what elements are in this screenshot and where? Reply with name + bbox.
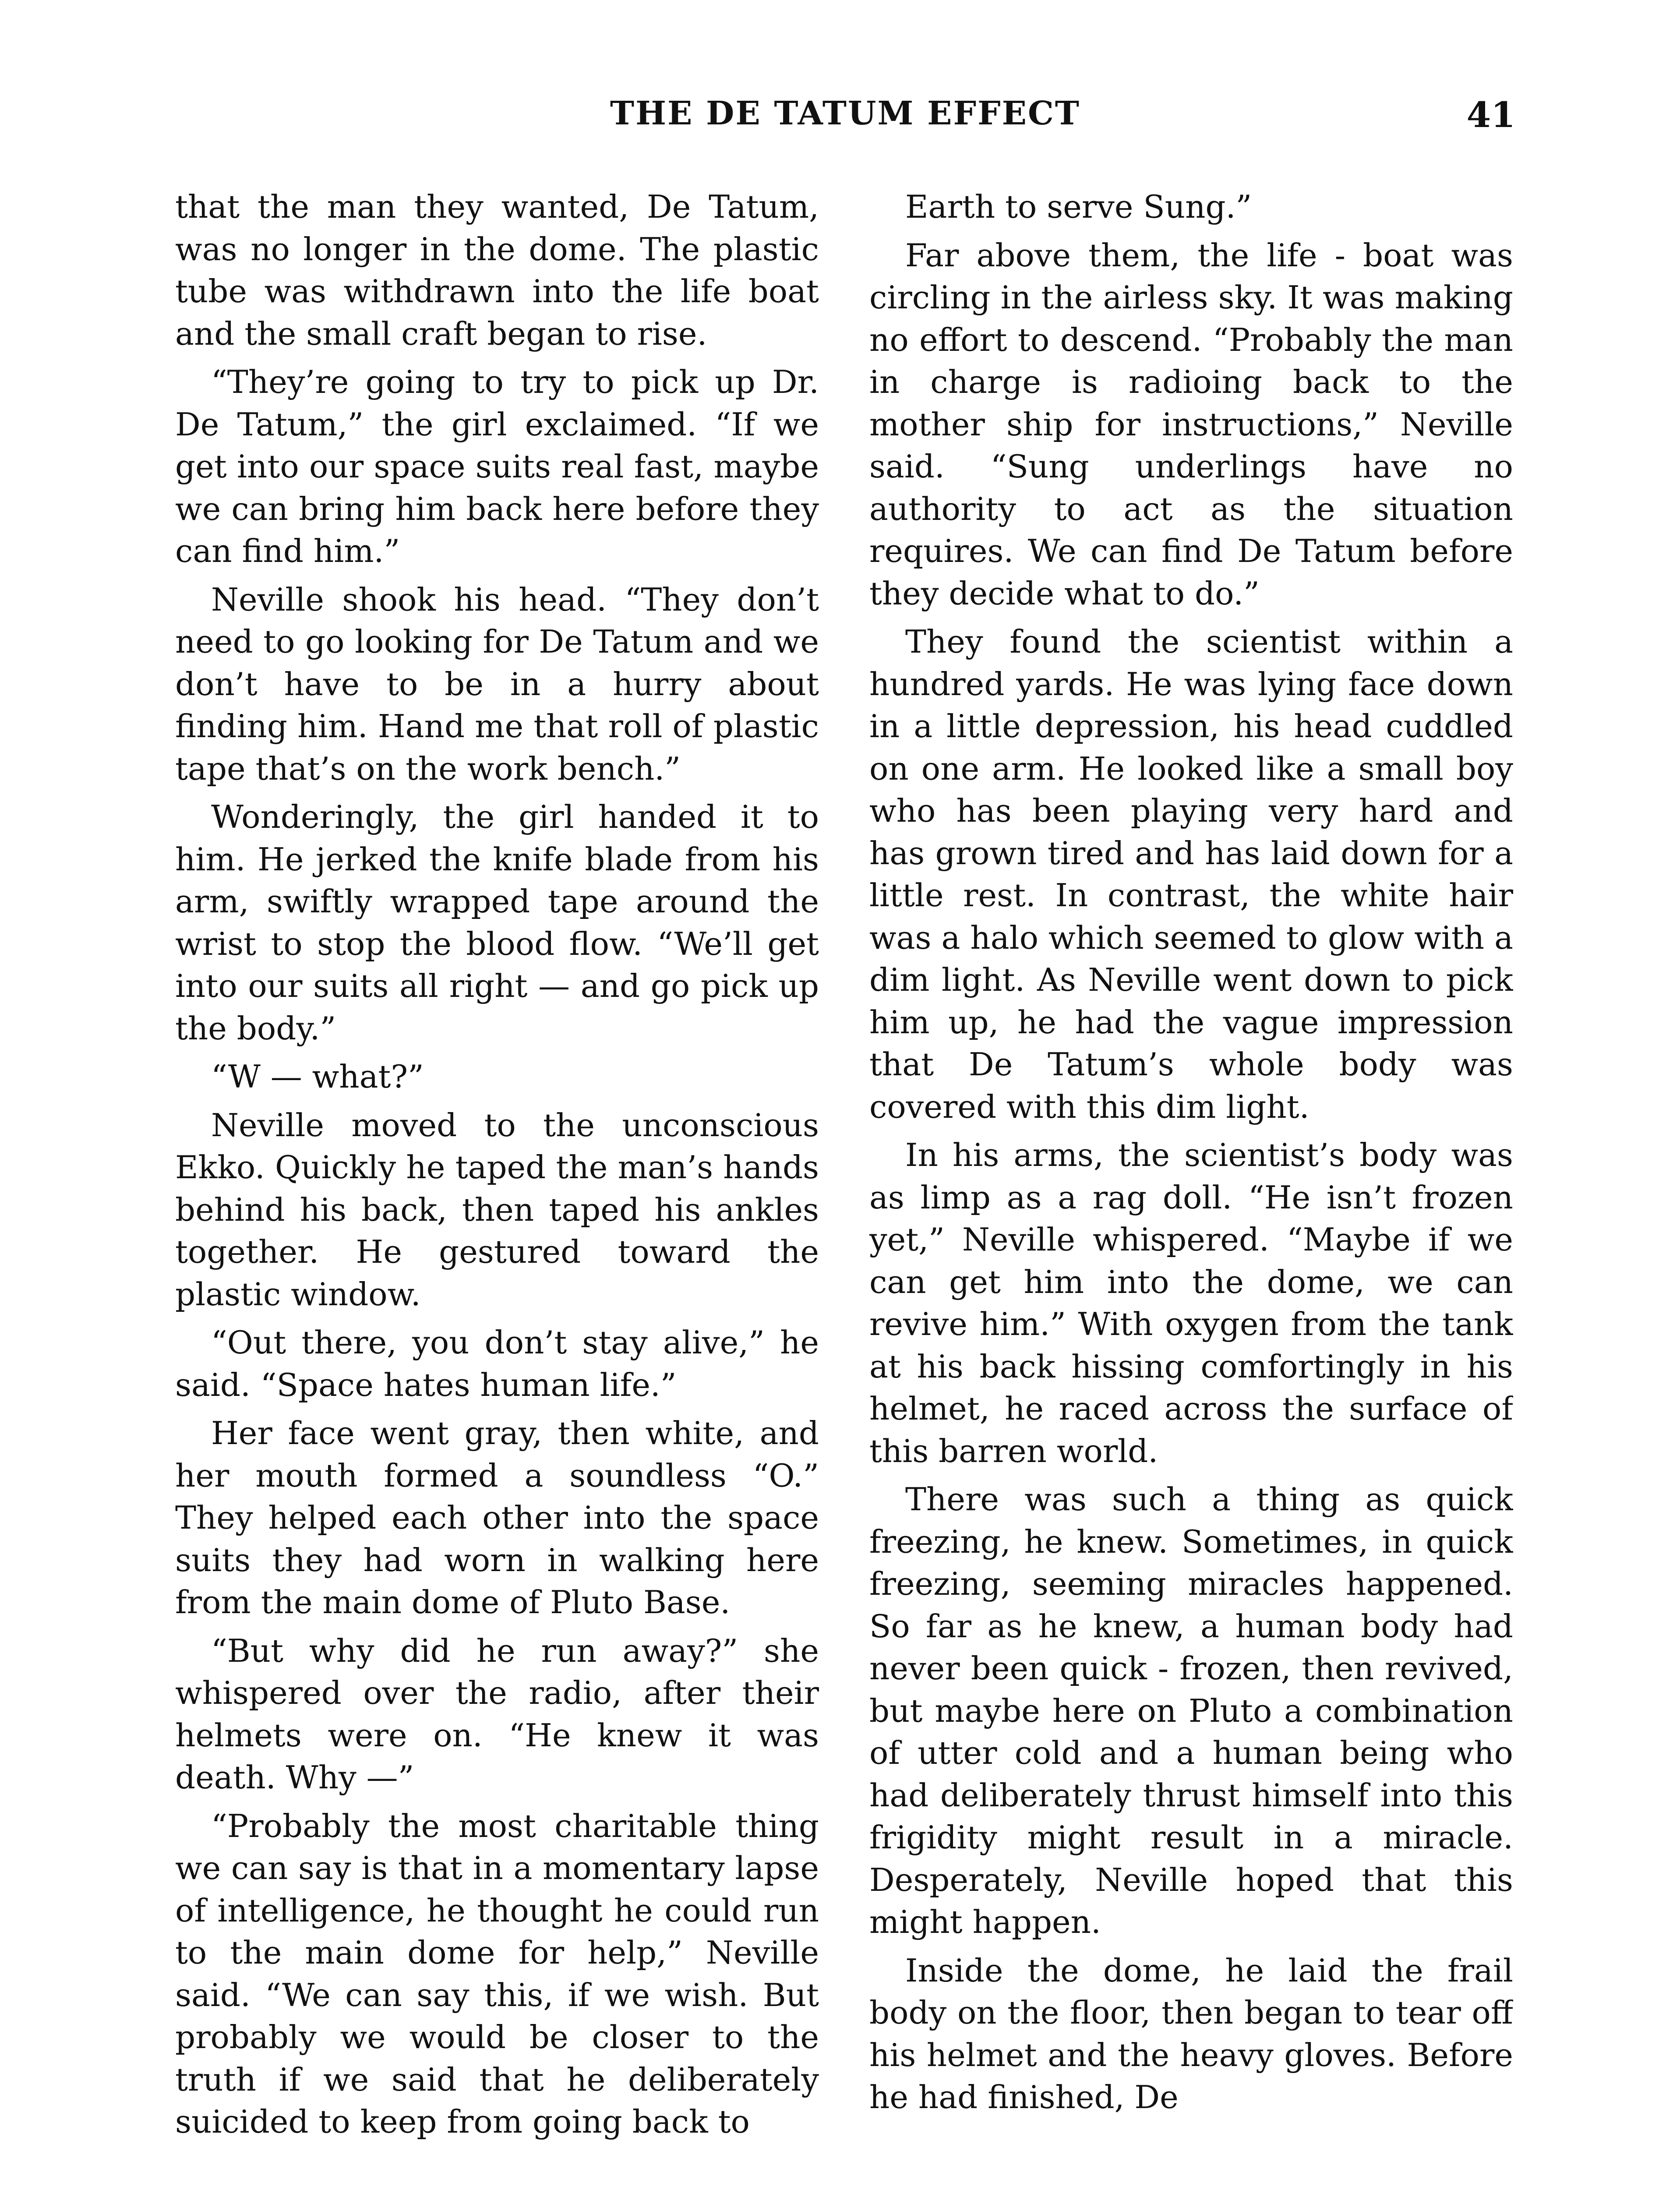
paragraph: There was such a thing as quick freezing, he knew. Sometimes, in quick freezing, seeming miracles happened. So far as he knew, a human body had never been quick - frozen, then revived, but maybe here on Pluto a combination of utter cold and a human being who had deliberately thrust himself into this frigidity might result in a miracle. Desperately, Neville hoped that this might happen. bbox=[869, 1481, 1513, 1940]
right-column bbox=[869, 186, 1513, 2190]
paragraph: “W — what?” bbox=[211, 1058, 424, 1095]
paragraph: Far above them, the life - boat was circling in the airless sky. It was making no effort to descend. “Probably the man in charge is radioing back to the mother ship for instructions,” Neville said. “Sung underlings have no authority to act as the situation requires. We can find De Tatum before they decide what to do.” bbox=[869, 237, 1513, 612]
paragraph: Neville shook his head. “They don’t need to go looking for De Tatum and we don’t have to be in a hurry about finding him. Hand me that roll of plastic tape that’s on the work bench.” bbox=[175, 581, 819, 787]
paragraph: Earth to serve Sung.” bbox=[905, 188, 1252, 225]
page-number: 41 bbox=[1466, 94, 1515, 135]
paragraph: Her face went gray, then white, and her mouth formed a soundless “O.” They helped each other into the space suits they had worn in walking here from the main dome of Pluto Base. bbox=[175, 1415, 819, 1621]
left-column bbox=[175, 186, 819, 2190]
paragraph: “Probably the most charitable thing we can say is that in a momentary lapse of intelligence, he thought he could run to the main dome for help,” Neville said. “We can say this, if we wish. But probably we would be closer to the truth if we said that he deliberately suicided to keep from going back to bbox=[175, 1807, 819, 2140]
paragraph: “They’re going to try to pick up Dr. De Tatum,” the girl exclaimed. “If we get into our space suits real fast, maybe we can bring him back here before they can find him.” bbox=[175, 364, 819, 569]
running-title: THE DE TATUM EFFECT bbox=[610, 95, 1080, 132]
paragraph: “Out there, you don’t stay alive,” he said. “Space hates human life.” bbox=[175, 1324, 819, 1403]
paragraph: In his arms, the scientist’s body was as limp as a rag doll. “He isn’t frozen yet,” Neville whispered. “Maybe if we can get him into the dome, we can revive him.” With oxygen from the tank at his back hissing comfortingly in his helmet, he raced across the surface of this barren world. bbox=[869, 1137, 1513, 1469]
paragraph: Inside the dome, he laid the frail body on the floor, then began to tear off his helmet and the heavy gloves. Before he had finished, De bbox=[869, 1952, 1513, 2116]
paragraph: Wonderingly, the girl handed it to him. He jerked the knife blade from his arm, swiftly wrapped tape around the wrist to stop the blood flow. “We’ll get into our suits all right — and go pick up the body.” bbox=[175, 798, 819, 1047]
paragraph: “But why did he run away?” she whispered over the radio, after their helmets were on. “He knew it was death. Why —” bbox=[175, 1632, 819, 1796]
page-header bbox=[175, 94, 1515, 154]
paragraph: Neville moved to the unconscious Ekko. Quickly he taped the man’s hands behind his back, then taped his ankles together. He gestured toward the plastic window. bbox=[175, 1106, 819, 1313]
paragraph: that the man they wanted, De Tatum, was no longer in the dome. The plastic tube was withdrawn into the life boat and the small craft began to rise. bbox=[175, 188, 819, 352]
paragraph: They found the scientist within a hundred yards. He was lying face down in a little depression, his head cuddled on one arm. He looked like a small boy who has been playing very hard and has grown tired and has laid down for a little rest. In contrast, the white hair was a halo which seemed to glow with a dim light. As Neville went down to pick him up, he had the vague impression that De Tatum’s whole body was covered with this dim light. bbox=[869, 623, 1513, 1125]
